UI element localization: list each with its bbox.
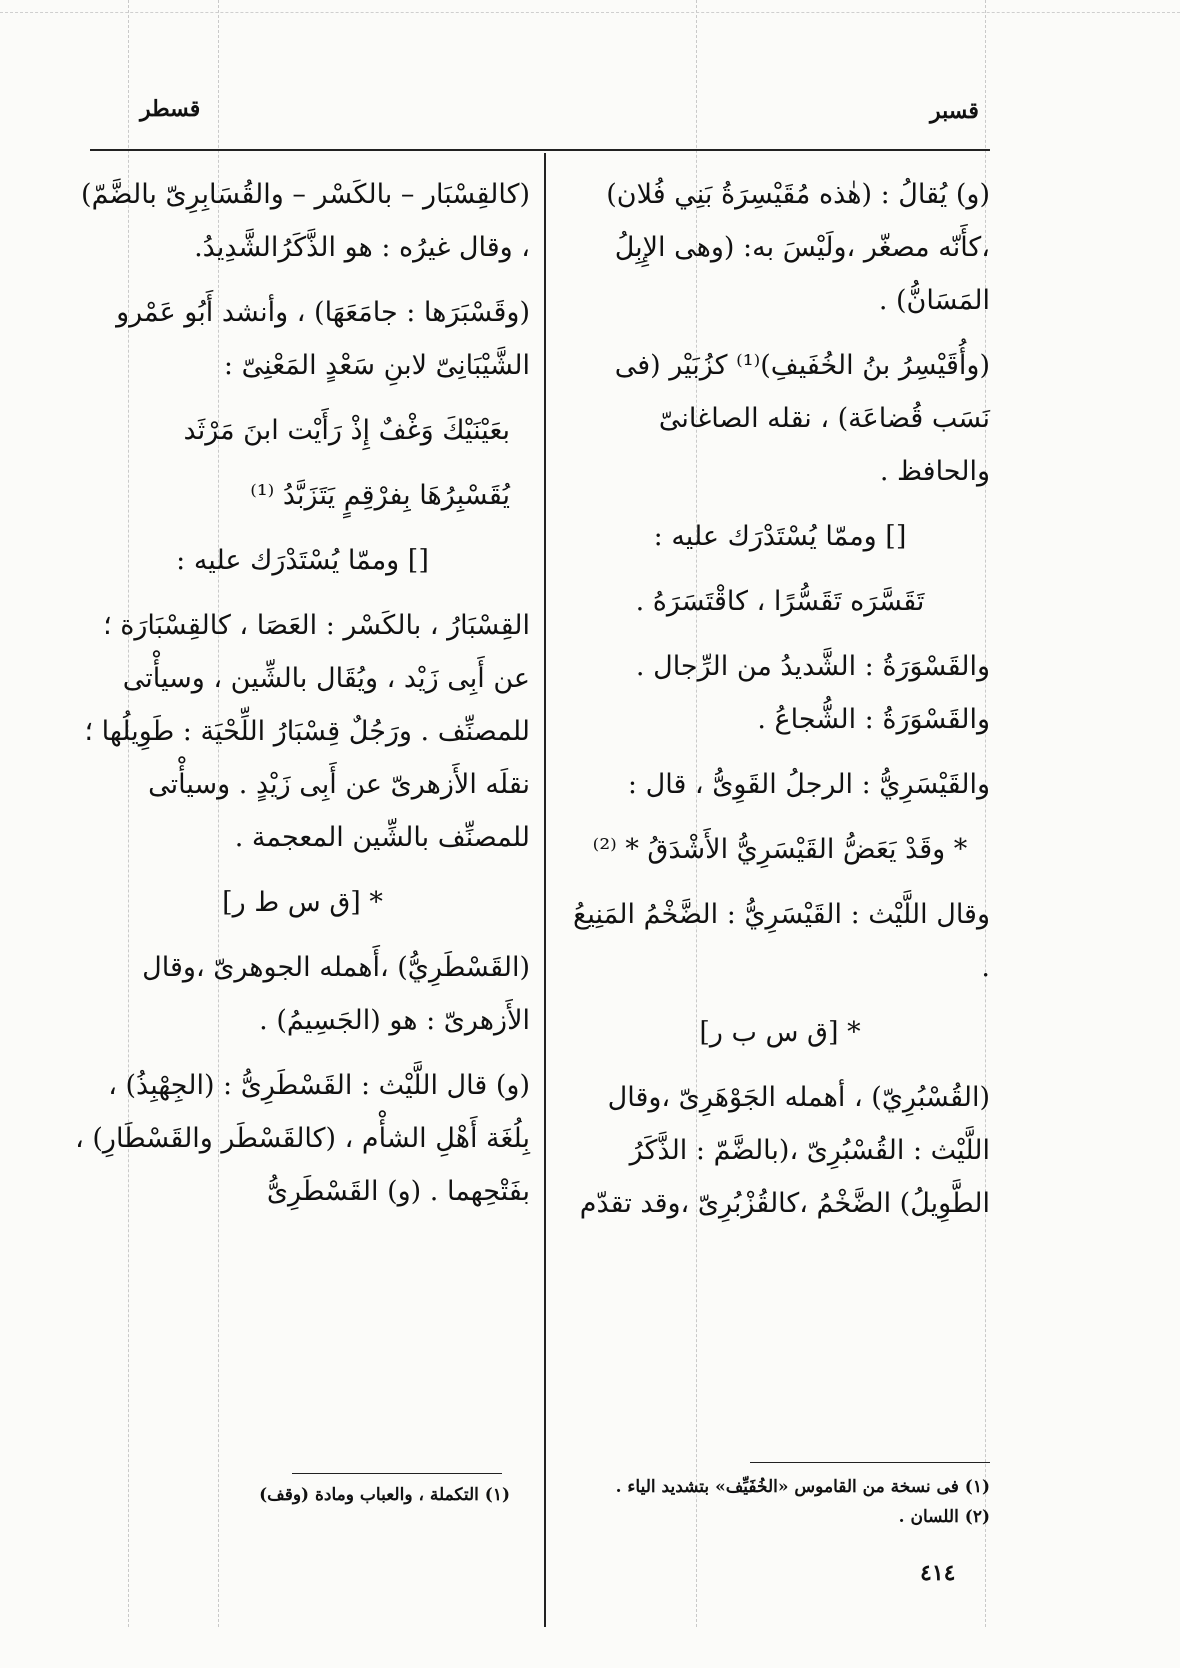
entry-heading: * [ق س ط ر] — [222, 887, 383, 918]
paragraph: (و) قال اللَّيْث : القَسْطَرِىُّ : (الجِهْبِذُ) ، بِلُغَة أَهْلِ الشأْم ، (كالقَسْطَر والقَسْطَارِ) ، بفَتْحِهما . (و) القَسْطَرِىُّ — [75, 1070, 530, 1207]
paragraph: (وقَسْبَرَها : جامَعَهَا) ، وأنشد أَبُو عَمْرو الشَّيْبَانِىّ لابنِ سَعْدٍ المَعْنِىّ : — [116, 297, 530, 381]
footnotes-right — [570, 1472, 990, 1532]
left-column — [75, 168, 530, 1668]
footnote: (١) فى نسخة من القاموس «الخُفَيِّف» بتشديد الياء . — [615, 1477, 990, 1497]
page-number: ٤١٤ — [920, 1560, 956, 1586]
verse-line: يُقَسْبِرُهَا بِفرْقِمٍ يَتَزَبَّدُ ⁽¹⁾ — [250, 480, 510, 511]
footnote: (١) التكملة ، والعباب ومادة (وقف) — [259, 1485, 510, 1505]
paragraph: (القُسْبُرِيّ) ، أهمله الجَوْهَرِىّ ،وقال اللَّيْث : القُسْبُرِىّ ،(بالضَّمّ : الذَّكَرُ الطَّوِيلُ) الضَّخْمُ ،كالقُزْبُرِىّ ،وقد تقدّم — [579, 1082, 990, 1219]
header-right-word: قسبر — [930, 98, 979, 124]
paragraph: (و) يُقالُ : (هٰذه مُقَيْسِرَةُ بَنِي فُلان) ،كأَنّه مصغّر ،ولَيْسَ به: (وهى الإِبِلُ المَسَانُّ) . — [606, 179, 990, 316]
footnotes-left — [200, 1480, 510, 1510]
right-column — [570, 168, 990, 1668]
footnote-rule-left — [292, 1473, 502, 1474]
paragraph: (كالقِسْبَار – بالكَسْر – والقُسَابِرِىّ بالضَّمّ) ، وقال غيرُه : هو الذَّكَرُالشَّدِيدُ. — [81, 179, 530, 263]
paragraph: وقال اللَّيْث : القَيْسَرِيُّ : الضَّخْمُ المَنِيعُ . — [573, 899, 990, 983]
paragraph: (القَسْطَرِيُّ) ،أَهمله الجوهرىّ ،وقال الأَزهرىّ : هو (الجَسِيمُ) . — [142, 952, 530, 1036]
paragraph: والقَيْسَرِيُّ : الرجلُ القَوِىُّ ، قال : — [627, 769, 990, 800]
footnote-rule-right — [750, 1462, 990, 1463]
column-separator — [544, 153, 546, 1627]
header-left-word: قسطر — [140, 96, 201, 122]
header-rule — [90, 149, 990, 151]
section-heading: [] وممّا يُسْتَدْرَك عليه : — [653, 521, 907, 552]
scan-guide-horizontal — [0, 12, 1180, 13]
paragraph: القِسْبَارُ ، بالكَسْر : العَصَا ، كالقِسْبَارَة ؛ عن أَبِى زَيْد ، ويُقَال بالشِّين ، وسيأْتى للمصنِّف . ورَجُلٌ قِسْبَارُ اللِّحْيَة : طَوِيلُها ؛نقلَه الأَزهرىّ عن أَبِى زَيْدٍ . وسيأْتى للمصنِّف بالشِّين المعجمة . — [84, 610, 530, 853]
verse-line: * وقَدْ يَعَضُّ القَيْسَرِيُّ الأَشْدَقُ * ⁽²⁾ — [592, 834, 968, 865]
paragraph: والقَسْوَرَةُ : الشَّديدُ من الرِّجال . والقَسْوَرَةُ : الشُّجاعُ . — [635, 651, 990, 735]
paragraph: (وأُقَيْسِرُ بنُ الخُفَيفِ)⁽¹⁾ كزُبَيْر (فى نَسَب قُضاعَة) ، نقله الصاغانىّ والحافظ . — [614, 350, 990, 487]
paragraph: تَقَسَّرَه تَقَسُّرًا ، كاقْتَسَرَهُ . — [635, 586, 925, 617]
verse-line: بعَيْنَيْكَ وَغْفٌ إِذْ رَأَيْت ابنَ مَرْثَد — [183, 415, 510, 446]
footnote: (٢) اللسان . — [898, 1507, 990, 1527]
section-heading: [] وممّا يُسْتَدْرَك عليه : — [176, 545, 429, 576]
entry-heading: * [ق س ب ر] — [699, 1017, 861, 1048]
